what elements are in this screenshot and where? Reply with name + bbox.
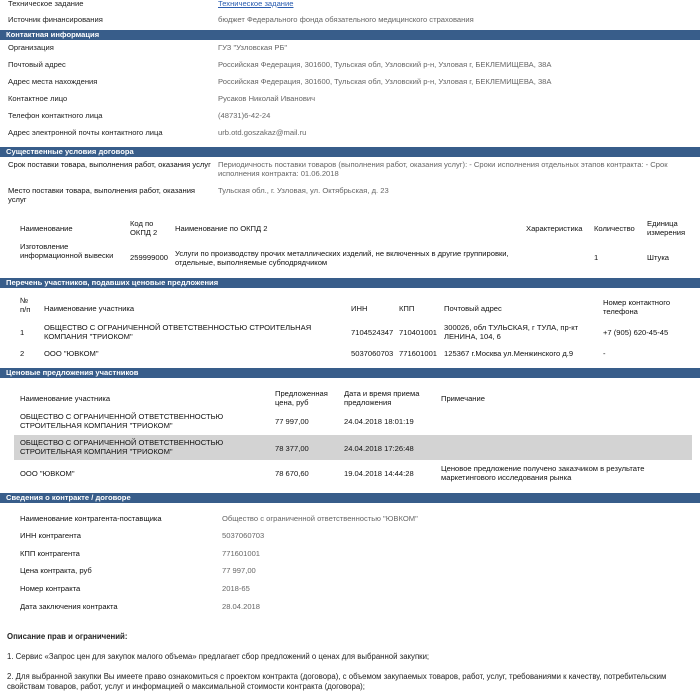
offers-section-header: Ценовые предложения участников bbox=[0, 368, 700, 378]
rights-paragraph-2: 2. Для выбранной закупки Вы имеете право ознакомиться с проектом контракта (договора), с объемом закупаемых товаров, работ, услуг, требованиями к качеству, потребительским свойствам товаров, работ, услуг и информацией о максимальной стоимости контракта (договора); bbox=[7, 672, 667, 691]
participant-1-kpp: 710401001 bbox=[399, 328, 438, 337]
contact-person-label: Контактное лицо bbox=[8, 94, 68, 103]
offer-3-date: 19.04.2018 14:44:28 bbox=[344, 469, 414, 478]
phone-label: Телефон контактного лица bbox=[8, 111, 103, 120]
contractor-name-label: Наименование контрагента-поставщика bbox=[20, 514, 162, 523]
items-row-qty: 1 bbox=[594, 253, 599, 262]
participants-header-num: № п/п bbox=[20, 296, 31, 314]
items-row-name: Изготовление информационной вывески bbox=[20, 242, 114, 260]
offer-3-price: 78 670,60 bbox=[275, 469, 309, 478]
participants-header-inn: ИНН bbox=[351, 304, 368, 313]
contract-section-header: Сведения о контракте / договоре bbox=[0, 493, 700, 503]
place-label: Место поставки товара, выполнения работ, оказания услуг bbox=[8, 186, 196, 204]
funding-label: Источник финансирования bbox=[8, 15, 103, 24]
funding-value: бюджет Федерального фонда обязательного медицинского страхования bbox=[218, 15, 474, 24]
participants-header-kpp: КПП bbox=[399, 304, 415, 313]
offers-header-name: Наименование участника bbox=[20, 394, 111, 403]
participant-2-phone: - bbox=[603, 349, 606, 358]
items-header-name: Наименование bbox=[20, 224, 73, 233]
location-address-value: Российская Федерация, 301600, Тульская обл, Узловский р-н, Узловая г, БЕКЛЕМИЩЕВА, 38А bbox=[218, 77, 552, 86]
items-table bbox=[0, 216, 700, 276]
offer-3-note: Ценовое предложение получено заказчиком в результате маркетингового исследования рынка bbox=[441, 464, 645, 482]
postal-address-label: Почтовый адрес bbox=[8, 60, 66, 69]
tech-spec-link[interactable]: Техническое задание bbox=[218, 0, 294, 8]
terms-section-header: Существенные условия договора bbox=[0, 147, 700, 157]
offer-2-price: 78 377,00 bbox=[275, 444, 309, 453]
items-header-unit: Единица измерения bbox=[647, 219, 686, 237]
contract-date-label: Дата заключения контракта bbox=[20, 602, 118, 611]
contractor-name-value: Общество с ограниченной ответственностью "ЮВКОМ" bbox=[222, 514, 418, 523]
offers-header-note: Примечание bbox=[441, 394, 485, 403]
rights-title: Описание прав и ограничений: bbox=[7, 632, 128, 641]
contract-price-value: 77 997,00 bbox=[222, 566, 256, 575]
top-section bbox=[0, 0, 700, 29]
offer-1-name: ОБЩЕСТВО С ОГРАНИЧЕННОЙ ОТВЕТСТВЕННОСТЬЮ СТРОИТЕЛЬНАЯ КОМПАНИЯ "ТРИОКОМ" bbox=[20, 412, 224, 430]
participant-1-name: ОБЩЕСТВО С ОГРАНИЧЕННОЙ ОТВЕТСТВЕННОСТЬЮ СТРОИТЕЛЬНАЯ КОМПАНИЯ "ТРИОКОМ" bbox=[44, 323, 312, 341]
items-header-code: Код по ОКПД 2 bbox=[130, 219, 158, 237]
tech-spec-label: Техническое задание bbox=[8, 0, 84, 8]
participant-2-num: 2 bbox=[20, 349, 25, 358]
participant-2-kpp: 771601001 bbox=[399, 349, 438, 358]
contact-section bbox=[0, 40, 700, 142]
items-row-unit: Штука bbox=[647, 253, 670, 262]
contract-number-value: 2018-65 bbox=[222, 584, 250, 593]
contractor-inn-value: 5037060703 bbox=[222, 531, 265, 540]
participant-1-phone: +7 (905) 620-45-45 bbox=[603, 328, 669, 337]
offer-3-name: ООО "ЮВКОМ" bbox=[20, 469, 75, 478]
participants-header-name: Наименование участника bbox=[44, 304, 135, 313]
term-label: Срок поставки товара, выполнения работ, оказания услуг bbox=[8, 160, 211, 169]
contact-person-value: Русаков Николай Иванович bbox=[218, 94, 316, 103]
contract-date-value: 28.04.2018 bbox=[222, 602, 261, 611]
term-value: Периодичность поставки товаров (выполнения работ, оказания услуг): - Сроки исполнения отдельных этапов контракта: - Срок исполнения контракта: 01.06.2018 bbox=[218, 160, 668, 178]
email-label: Адрес электронной почты контактного лица bbox=[8, 128, 163, 137]
participant-2-name: ООО "ЮВКОМ" bbox=[44, 349, 99, 358]
participant-2-inn: 5037060703 bbox=[351, 349, 394, 358]
participants-header-addr: Почтовый адрес bbox=[444, 304, 502, 313]
offers-header-date: Дата и время приема предложения bbox=[344, 389, 420, 407]
org-value: ГУЗ "Узловская РБ" bbox=[218, 43, 288, 52]
contractor-kpp-label: КПП контрагента bbox=[20, 549, 80, 558]
items-row-okpd: Услуги по производству прочих металлических изделий, не включенных в другие группировки, отдельные, выполняемые субподрядчиком bbox=[175, 249, 509, 267]
offer-1-price: 77 997,00 bbox=[275, 417, 309, 426]
offer-1-date: 24.04.2018 18:01:19 bbox=[344, 417, 414, 426]
participant-1-addr: 300026, обл ТУЛЬСКАЯ, г ТУЛА, пр-кт ЛЕНИНА, 104, 6 bbox=[444, 323, 579, 341]
contractor-kpp-value: 771601001 bbox=[222, 549, 261, 558]
contact-section-header: Контактная информация bbox=[0, 30, 700, 40]
items-header-qty: Количество bbox=[594, 224, 635, 233]
location-address-label: Адрес места нахождения bbox=[8, 77, 98, 86]
participant-1-num: 1 bbox=[20, 328, 25, 337]
participant-1-inn: 7104524347 bbox=[351, 328, 394, 337]
contract-number-label: Номер контракта bbox=[20, 584, 81, 593]
contract-price-label: Цена контракта, руб bbox=[20, 566, 92, 575]
org-label: Организация bbox=[8, 43, 54, 52]
offer-2-date: 24.04.2018 17:26:48 bbox=[344, 444, 414, 453]
contractor-inn-label: ИНН контрагента bbox=[20, 531, 81, 540]
phone-value: (48731)6-42-24 bbox=[218, 111, 271, 120]
items-header-okpd: Наименование по ОКПД 2 bbox=[175, 224, 268, 233]
place-value: Тульская обл., г. Узловая, ул. Октябрьская, д. 23 bbox=[218, 186, 389, 195]
rights-paragraph-1: 1. Сервис «Запрос цен для закупок малого объема» предлагает сбор предложений о ценах для выбранной закупки; bbox=[7, 652, 430, 661]
items-row-code: 259999000 bbox=[130, 253, 169, 262]
offers-table bbox=[0, 380, 700, 486]
participants-header-phone: Номер контактного телефона bbox=[603, 298, 671, 316]
offer-2-name: ОБЩЕСТВО С ОГРАНИЧЕННОЙ ОТВЕТСТВЕННОСТЬЮ СТРОИТЕЛЬНАЯ КОМПАНИЯ "ТРИОКОМ" bbox=[20, 438, 224, 456]
items-header-char: Характеристика bbox=[526, 224, 583, 233]
participants-section-header: Перечень участников, подавших ценовые предложения bbox=[0, 278, 700, 288]
participant-2-addr: 125367 г.Москва ул.Менжинского д.9 bbox=[444, 349, 574, 358]
postal-address-value: Российская Федерация, 301600, Тульская обл, Узловский р-н, Узловая г, БЕКЛЕМИЩЕВА, 38А bbox=[218, 60, 552, 69]
offers-header-price: Предложенная цена, руб bbox=[275, 389, 328, 407]
email-value[interactable]: urb.otd.goszakaz@mail.ru bbox=[218, 128, 307, 137]
participants-table bbox=[0, 290, 700, 365]
